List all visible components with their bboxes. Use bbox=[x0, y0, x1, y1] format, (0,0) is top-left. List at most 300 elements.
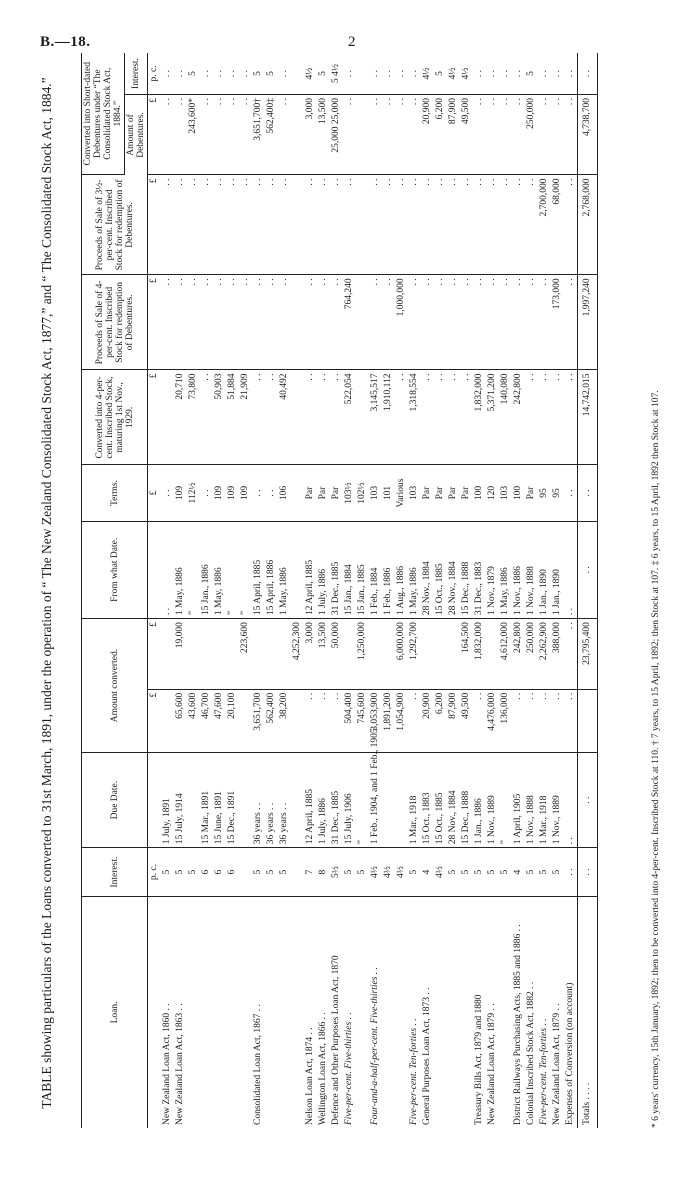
terms-cell: 109 bbox=[174, 465, 187, 521]
table-row bbox=[434, 53, 447, 1128]
totals-label: Totals . . . . bbox=[578, 896, 598, 1128]
from-date-cell: . . bbox=[161, 521, 174, 619]
loan-name: General Purposes Loan Act, 1873 . . bbox=[422, 987, 432, 1125]
due-date-cell: 15 Dec., 1891 bbox=[226, 753, 239, 848]
proceeds-1-cell: . . bbox=[278, 275, 291, 370]
amount-cell: 562,400 bbox=[265, 689, 278, 752]
proceeds-1-cell: . . bbox=[330, 275, 343, 370]
proceeds-1-cell: . . bbox=[187, 275, 200, 370]
proceeds-2-cell: . . bbox=[447, 175, 460, 275]
amount-cell: . . bbox=[317, 689, 330, 752]
proceeds-2-cell: . . bbox=[434, 175, 447, 275]
terms-cell: 109 bbox=[226, 465, 239, 521]
converted-cell bbox=[356, 370, 369, 465]
from-date-cell: 1 Nov., 1886 bbox=[512, 521, 525, 619]
amount-total-cell: 13,500 bbox=[317, 619, 330, 690]
debenture-interest-cell: . . bbox=[226, 53, 239, 95]
proceeds-1-cell: . . bbox=[226, 275, 239, 370]
totals-dots: . . bbox=[578, 753, 598, 848]
amount-total-cell bbox=[421, 619, 434, 690]
amount-total-cell: 388,000 bbox=[551, 619, 564, 690]
amount-cell: 504,400 bbox=[343, 689, 356, 752]
due-date-cell: 31 Dec., 1885 bbox=[330, 753, 343, 848]
amount-total-cell bbox=[200, 619, 213, 690]
due-date-cell: 1 Jan., 1886 bbox=[473, 753, 486, 848]
from-date-cell: 31 Dec., 1883 bbox=[473, 521, 486, 619]
interest-cell: 5 bbox=[473, 848, 486, 897]
amount-total-cell: 19,000 bbox=[174, 619, 187, 690]
debenture-interest-cell: . . bbox=[382, 53, 395, 95]
due-date-cell bbox=[291, 753, 304, 848]
from-date-cell: 1 Jan., 1890 bbox=[551, 521, 564, 619]
amount-cell: 38,200 bbox=[278, 689, 291, 752]
debenture-interest-cell: . . bbox=[499, 53, 512, 95]
due-date-cell: 15 July, 1906 bbox=[343, 753, 356, 848]
terms-cell bbox=[291, 465, 304, 521]
debentures-cell bbox=[291, 95, 304, 175]
amount-cell: 745,600 bbox=[356, 689, 369, 752]
debentures-cell: . . bbox=[551, 95, 564, 175]
proceeds-2-cell: . . bbox=[395, 175, 408, 275]
debenture-interest-cell: . . bbox=[174, 53, 187, 95]
amount-cell: 4,476,000 bbox=[486, 689, 499, 752]
terms-cell: 106 bbox=[278, 465, 291, 521]
proceeds-2-cell: . . bbox=[213, 175, 226, 275]
loan-name: Consolidated Loan Act, 1867 . . bbox=[253, 1004, 263, 1125]
table-row bbox=[187, 53, 200, 1128]
totals-debentures: 4,738,700 bbox=[578, 95, 598, 175]
due-date-cell: . . bbox=[564, 753, 578, 848]
converted-cell: 50,903 bbox=[213, 370, 226, 465]
terms-cell: Par bbox=[304, 465, 317, 521]
debentures-cell: 3,651,700† bbox=[252, 95, 265, 175]
interest-cell: 5 bbox=[174, 848, 187, 897]
table-row bbox=[356, 53, 369, 1128]
table-row bbox=[291, 53, 304, 1128]
proceeds-1-cell: . . bbox=[317, 275, 330, 370]
amount-cell: 6,200 bbox=[434, 689, 447, 752]
interest-cell: 5 bbox=[252, 848, 265, 897]
converted-cell: 40,492 bbox=[278, 370, 291, 465]
from-date-cell: 1 May, 1886 bbox=[278, 521, 291, 619]
converted-cell: . . bbox=[252, 370, 265, 465]
converted-cell: . . bbox=[434, 370, 447, 465]
from-date-cell: ” bbox=[187, 521, 200, 619]
unit-pc: p. c. bbox=[148, 848, 162, 897]
due-date-cell: 15 Dec., 1888 bbox=[460, 753, 473, 848]
table-row bbox=[551, 53, 564, 1128]
proceeds-1-cell: . . bbox=[161, 275, 174, 370]
debenture-interest-cell: . . bbox=[369, 53, 382, 95]
debenture-interest-cell: . . bbox=[564, 53, 578, 95]
amount-total-cell: 3,000 bbox=[304, 619, 317, 690]
from-date-cell: 12 April, 1885 bbox=[304, 521, 317, 619]
debentures-cell: . . bbox=[239, 95, 252, 175]
converted-cell: 1,318,554 bbox=[408, 370, 421, 465]
col-sd-interest: Interest. bbox=[125, 53, 148, 95]
debentures-cell: . . bbox=[499, 95, 512, 175]
table-row bbox=[525, 53, 538, 1128]
due-date-cell bbox=[382, 753, 395, 848]
table-row bbox=[265, 53, 278, 1128]
interest-cell: 5 bbox=[486, 848, 499, 897]
loan-name bbox=[213, 896, 226, 1128]
proceeds-1-cell: . . bbox=[239, 275, 252, 370]
amount-cell bbox=[161, 689, 174, 752]
loan-name bbox=[356, 896, 369, 1128]
debentures-cell: . . bbox=[369, 95, 382, 175]
terms-cell: 109 bbox=[239, 465, 252, 521]
amount-cell: . . bbox=[525, 689, 538, 752]
due-date-cell: 1 Mar., 1918 bbox=[408, 753, 421, 848]
amount-cell: . . bbox=[330, 689, 343, 752]
col-amount-converted: Amount converted. bbox=[82, 619, 148, 753]
proceeds-1-cell: . . bbox=[174, 275, 187, 370]
amount-total-cell bbox=[343, 619, 356, 690]
terms-cell: 112½ bbox=[187, 465, 200, 521]
amount-total-cell: 4,252,300 bbox=[291, 619, 304, 690]
debenture-interest-cell: 5 bbox=[317, 53, 330, 95]
due-date-cell: 1 Mar., 1918 bbox=[538, 753, 551, 848]
loan-name: Treasury Bills Act, 1879 and 1880 bbox=[474, 994, 484, 1125]
table-row bbox=[161, 53, 174, 1128]
debenture-interest-cell: 5 bbox=[265, 53, 278, 95]
table-row bbox=[226, 53, 239, 1128]
debentures-cell: 562,400‡ bbox=[265, 95, 278, 175]
proceeds-1-cell: 764,240 bbox=[343, 275, 356, 370]
amount-total-cell bbox=[278, 619, 291, 690]
from-date-cell: 1 Nov., 1888 bbox=[525, 521, 538, 619]
interest-cell: 4½ bbox=[434, 848, 447, 897]
amount-cell: . . bbox=[304, 689, 317, 752]
due-date-cell: 36 years . . bbox=[252, 753, 265, 848]
debentures-cell: 243,600* bbox=[187, 95, 200, 175]
terms-cell: 120 bbox=[486, 465, 499, 521]
terms-cell: 101 bbox=[382, 465, 395, 521]
debenture-interest-cell: . . bbox=[161, 53, 174, 95]
due-date-cell: 1 Nov., 1888 bbox=[525, 753, 538, 848]
loan-name bbox=[278, 896, 291, 1128]
debentures-cell: . . bbox=[200, 95, 213, 175]
proceeds-2-cell: . . bbox=[525, 175, 538, 275]
unit-pound: £ bbox=[148, 175, 162, 275]
from-date-cell bbox=[291, 521, 304, 619]
debentures-cell: 20,900 bbox=[421, 95, 434, 175]
terms-cell: Par bbox=[460, 465, 473, 521]
debenture-interest-cell: . . bbox=[473, 53, 486, 95]
converted-cell: . . bbox=[317, 370, 330, 465]
converted-cell: . . bbox=[564, 370, 578, 465]
debentures-cell: 13,500 bbox=[317, 95, 330, 175]
unit-pound: £ bbox=[148, 619, 162, 690]
col-proceeds-redemption: Proceeds of Sale of 3½-per-cent. Inscribed Stock for redemption of Debentures. bbox=[82, 175, 148, 275]
interest-cell: 4½ bbox=[369, 848, 382, 897]
unit-pound: £ bbox=[148, 275, 162, 370]
interest-cell: 5 bbox=[551, 848, 564, 897]
debentures-cell: 250,000 bbox=[525, 95, 538, 175]
terms-cell: 100 bbox=[473, 465, 486, 521]
table-row bbox=[252, 53, 265, 1128]
proceeds-2-cell: . . bbox=[499, 175, 512, 275]
loan-name bbox=[291, 896, 304, 1128]
interest-cell: 5 bbox=[343, 848, 356, 897]
proceeds-2-cell: . . bbox=[161, 175, 174, 275]
loan-name: New Zealand Loan Act, 1863 . . bbox=[175, 1003, 185, 1125]
proceeds-1-cell: . . bbox=[434, 275, 447, 370]
debenture-interest-cell bbox=[356, 53, 369, 95]
from-date-cell: 28 Nov., 1884 bbox=[447, 521, 460, 619]
table-row bbox=[447, 53, 460, 1128]
amount-cell: . . bbox=[512, 689, 525, 752]
from-date-cell: 1 May, 1886 bbox=[408, 521, 421, 619]
loan-name bbox=[447, 896, 460, 1128]
amount-cell: 87,900 bbox=[447, 689, 460, 752]
converted-cell bbox=[291, 370, 304, 465]
proceeds-2-cell: . . bbox=[317, 175, 330, 275]
converted-cell: . . bbox=[460, 370, 473, 465]
amount-total-cell: 223,600 bbox=[239, 619, 252, 690]
loan-name: New Zealand Loan Act, 1879 . . bbox=[552, 1003, 562, 1125]
terms-cell: Par bbox=[525, 465, 538, 521]
loan-name: Five-per-cent. Five-thirties . . bbox=[344, 1012, 354, 1125]
proceeds-2-cell: . . bbox=[239, 175, 252, 275]
amount-total-cell: 1,250,000 bbox=[356, 619, 369, 690]
loan-name: Four-and-a-half-per-cent. Five-thirties . . bbox=[370, 967, 380, 1125]
col-terms: Terms. bbox=[82, 465, 148, 521]
debentures-cell: . . bbox=[226, 95, 239, 175]
converted-cell: . . bbox=[395, 370, 408, 465]
col-amount-debentures: Amount of Debentures. bbox=[125, 95, 148, 175]
table-row bbox=[330, 53, 343, 1128]
amount-cell: 1,891,200 bbox=[382, 689, 395, 752]
debenture-interest-cell: . . bbox=[213, 53, 226, 95]
debentures-cell: 6,200 bbox=[434, 95, 447, 175]
proceeds-2-cell: . . bbox=[512, 175, 525, 275]
table-row bbox=[395, 53, 408, 1128]
from-date-cell: . . bbox=[564, 521, 578, 619]
proceeds-1-cell: . . bbox=[265, 275, 278, 370]
interest-cell bbox=[291, 848, 304, 897]
proceeds-1-cell: . . bbox=[304, 275, 317, 370]
loan-name bbox=[265, 896, 278, 1128]
converted-cell: . . bbox=[538, 370, 551, 465]
interest-cell bbox=[239, 848, 252, 897]
document-code: B.—18. bbox=[40, 34, 91, 50]
amount-cell: 65,600 bbox=[174, 689, 187, 752]
amount-total-cell: 6,000,000 bbox=[395, 619, 408, 690]
amount-cell: . . bbox=[551, 689, 564, 752]
converted-cell: 3,145,517 bbox=[369, 370, 382, 465]
terms-cell: . . bbox=[200, 465, 213, 521]
amount-total-cell: 164,500 bbox=[460, 619, 473, 690]
interest-cell: 5 bbox=[278, 848, 291, 897]
unit-pound: £ bbox=[148, 465, 162, 521]
interest-cell: 5 bbox=[408, 848, 421, 897]
amount-total-cell: 50,000 bbox=[330, 619, 343, 690]
terms-cell: 95 bbox=[551, 465, 564, 521]
interest-cell: 5 bbox=[187, 848, 200, 897]
terms-cell: 103 bbox=[408, 465, 421, 521]
proceeds-2-cell: . . bbox=[343, 175, 356, 275]
converted-cell: . . bbox=[330, 370, 343, 465]
col-due-date: Due Date. bbox=[82, 753, 148, 848]
totals-dots: . . bbox=[578, 521, 598, 619]
loan-name: Five-per-cent. Ten-forties . . bbox=[539, 1018, 549, 1125]
loans-table bbox=[81, 53, 598, 1128]
proceeds-1-cell: . . bbox=[525, 275, 538, 370]
amount-total-cell bbox=[382, 619, 395, 690]
proceeds-1-cell: . . bbox=[460, 275, 473, 370]
terms-cell: 109 bbox=[213, 465, 226, 521]
debentures-cell: . . bbox=[564, 95, 578, 175]
proceeds-1-cell: 173,000 bbox=[551, 275, 564, 370]
amount-cell: 3,651,700 bbox=[252, 689, 265, 752]
terms-cell: 103 bbox=[499, 465, 512, 521]
totals-dots: . . bbox=[578, 848, 598, 897]
interest-cell: 5 bbox=[265, 848, 278, 897]
loan-name bbox=[395, 896, 408, 1128]
table-row bbox=[408, 53, 421, 1128]
debenture-interest-cell: . . bbox=[486, 53, 499, 95]
debentures-cell: . . bbox=[174, 95, 187, 175]
proceeds-2-cell bbox=[356, 175, 369, 275]
from-date-cell: 15 April, 1886 bbox=[265, 521, 278, 619]
converted-cell: 21,909 bbox=[239, 370, 252, 465]
debenture-interest-cell: 5 bbox=[187, 53, 200, 95]
table-row bbox=[499, 53, 512, 1128]
debenture-interest-cell: 4½ bbox=[447, 53, 460, 95]
amount-cell bbox=[239, 689, 252, 752]
table-row bbox=[200, 53, 213, 1128]
terms-cell: 103½ bbox=[343, 465, 356, 521]
interest-cell: 6 bbox=[213, 848, 226, 897]
proceeds-2-cell: . . bbox=[421, 175, 434, 275]
amount-cell: 20,100 bbox=[226, 689, 239, 752]
debentures-cell: . . bbox=[473, 95, 486, 175]
debentures-cell: . . bbox=[395, 95, 408, 175]
proceeds-1-cell: . . bbox=[200, 275, 213, 370]
from-date-cell: 1 Feb., 1884 bbox=[369, 521, 382, 619]
debentures-cell: . . bbox=[512, 95, 525, 175]
terms-cell: . . bbox=[564, 465, 578, 521]
amount-cell bbox=[291, 689, 304, 752]
col-from-date: From what Date. bbox=[82, 521, 148, 619]
proceeds-1-cell: . . bbox=[486, 275, 499, 370]
totals-row bbox=[578, 53, 598, 1128]
loan-name bbox=[226, 896, 239, 1128]
totals-amount: 23,795,400 bbox=[578, 619, 598, 690]
amount-total-cell: 4,612,000 bbox=[499, 619, 512, 690]
proceeds-2-cell: . . bbox=[486, 175, 499, 275]
debenture-interest-cell: . . bbox=[395, 53, 408, 95]
converted-cell: 140,080 bbox=[499, 370, 512, 465]
proceeds-2-cell: . . bbox=[252, 175, 265, 275]
table-row bbox=[486, 53, 499, 1128]
table-row bbox=[304, 53, 317, 1128]
terms-cell: . . bbox=[252, 465, 265, 521]
loan-name: Wellington Loan Act, 1866 . . bbox=[318, 1012, 328, 1125]
interest-cell: 6 bbox=[226, 848, 239, 897]
debentures-cell: 87,900 bbox=[447, 95, 460, 175]
proceeds-1-cell: . . bbox=[382, 275, 395, 370]
amount-cell: 47,600 bbox=[213, 689, 226, 752]
proceeds-1-cell: . . bbox=[421, 275, 434, 370]
table-row bbox=[512, 53, 525, 1128]
amount-total-cell: 2,262,900 bbox=[538, 619, 551, 690]
due-date-cell: 15 Oct., 1883 bbox=[421, 753, 434, 848]
loan-name bbox=[499, 896, 512, 1128]
terms-cell: . . bbox=[265, 465, 278, 521]
proceeds-1-cell: . . bbox=[538, 275, 551, 370]
interest-cell: 8 bbox=[317, 848, 330, 897]
debentures-cell bbox=[356, 95, 369, 175]
amount-total-cell: . . bbox=[564, 619, 578, 690]
proceeds-1-cell: . . bbox=[447, 275, 460, 370]
converted-cell: 51,884 bbox=[226, 370, 239, 465]
amount-cell: . . bbox=[538, 689, 551, 752]
debentures-cell: 25,000 25,000 bbox=[330, 95, 343, 175]
interest-cell: 4 bbox=[512, 848, 525, 897]
loan-name: Colonial Inscribed Stock Act, 1882 . . bbox=[526, 981, 536, 1125]
from-date-cell: 15 Dec., 1888 bbox=[460, 521, 473, 619]
proceeds-2-cell: . . bbox=[408, 175, 421, 275]
due-date-cell: ” bbox=[499, 753, 512, 848]
converted-cell: . . bbox=[304, 370, 317, 465]
due-date-cell bbox=[395, 753, 408, 848]
terms-cell: 102½ bbox=[356, 465, 369, 521]
table-row bbox=[421, 53, 434, 1128]
interest-cell: 6 bbox=[200, 848, 213, 897]
terms-cell: Par bbox=[330, 465, 343, 521]
table-row bbox=[460, 53, 473, 1128]
unit-pound: £ bbox=[148, 370, 162, 465]
terms-cell: 95 bbox=[538, 465, 551, 521]
proceeds-2-cell: . . bbox=[564, 175, 578, 275]
loan-name bbox=[434, 896, 447, 1128]
debenture-interest-cell: 4½ bbox=[304, 53, 317, 95]
table-row bbox=[278, 53, 291, 1128]
terms-cell: Par bbox=[317, 465, 330, 521]
due-date-cell: 1 Feb., 1904, and 1 Feb., 1905 bbox=[369, 753, 382, 848]
debentures-cell: . . bbox=[538, 95, 551, 175]
converted-cell: . . bbox=[447, 370, 460, 465]
table-title: TABLE showing particulars of the Loans converted to 31st March, 1891, under the operation of “ The New Zealand Consolidated Stock Act, 1877,” and “ The Consolidated Stock Act, 1884.” bbox=[39, 77, 54, 1109]
debentures-cell: 49,500 bbox=[460, 95, 473, 175]
interest-cell: 4 bbox=[421, 848, 434, 897]
amount-total-cell bbox=[187, 619, 200, 690]
from-date-cell: 15 April, 1885 bbox=[252, 521, 265, 619]
interest-cell: 5 bbox=[460, 848, 473, 897]
debentures-cell: . . bbox=[408, 95, 421, 175]
terms-cell: Various bbox=[395, 465, 408, 521]
debenture-interest-cell: 5 bbox=[525, 53, 538, 95]
interest-cell: 5 bbox=[447, 848, 460, 897]
rotated-table-block bbox=[35, 48, 675, 1128]
debenture-interest-cell: 4½ bbox=[460, 53, 473, 95]
amount-total-cell bbox=[434, 619, 447, 690]
amount-cell: 49,500 bbox=[460, 689, 473, 752]
converted-cell: 522,054 bbox=[343, 370, 356, 465]
table-row bbox=[343, 53, 356, 1128]
interest-cell: 4½ bbox=[395, 848, 408, 897]
col-converted-4pc: Converted into 4-per-cent. Inscribed Stock, maturing 1st Nov., 1929. bbox=[82, 370, 148, 465]
due-date-cell: 12 April, 1885 bbox=[304, 753, 317, 848]
from-date-cell: 1 July, 1886 bbox=[317, 521, 330, 619]
amount-total-cell bbox=[369, 619, 382, 690]
debenture-interest-cell bbox=[291, 53, 304, 95]
loan-name bbox=[382, 896, 395, 1128]
loan-name: New Zealand Loan Act, 1879 . . bbox=[487, 1003, 497, 1125]
